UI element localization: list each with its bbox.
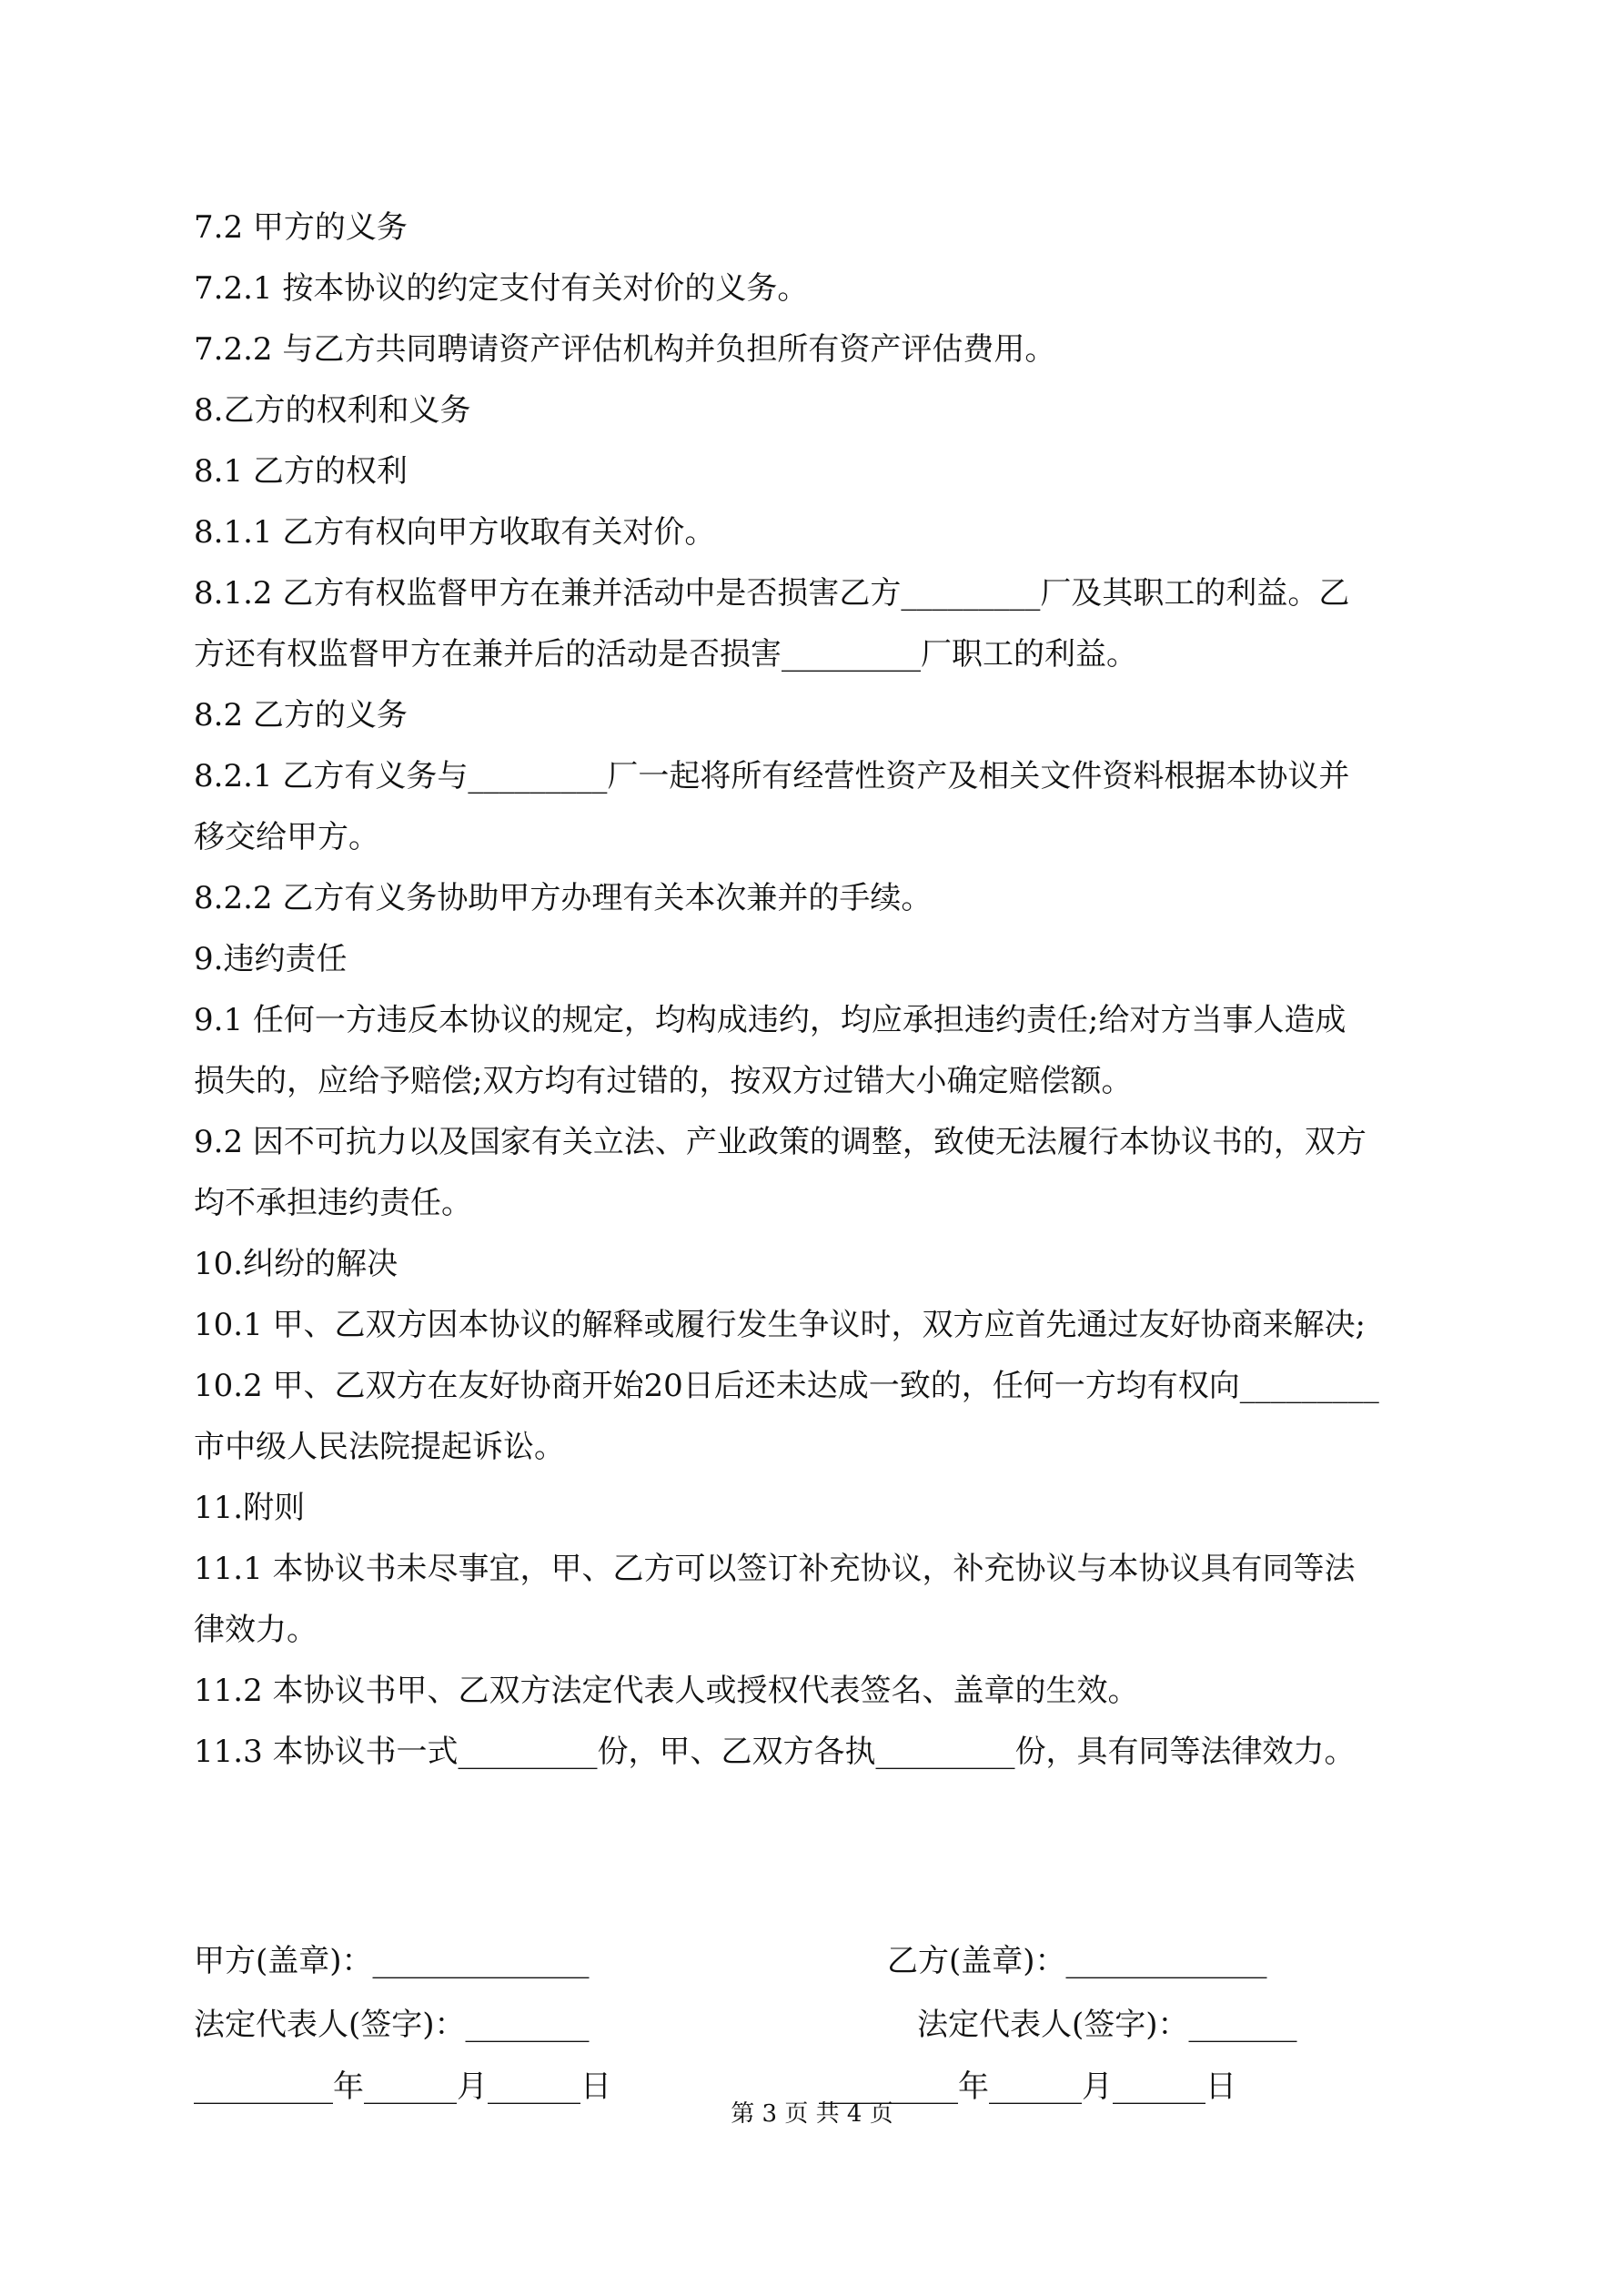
section-heading: 8.乙方的权利和义务 (194, 392, 471, 429)
party-a-representative-line: 法定代表人(签字)：________ (194, 2007, 590, 2043)
clause-line: 方还有权监督甲方在兼并后的活动是否损害_________厂职工的利益。 (194, 636, 1137, 673)
page-number-footer: 第 3 页 共 4 页 (731, 2100, 893, 2128)
clause-line: 11.2 本协议书甲、乙双方法定代表人或授权代表签名、盖章的生效。 (194, 1673, 1139, 1709)
clause-line: 8.2 乙方的义务 (194, 697, 408, 733)
clause-line: 11.1 本协议书未尽事宜，甲、乙方可以签订补充协议，补充协议与本协议具有同等法 (194, 1551, 1356, 1587)
section-heading: 10.纠纷的解决 (194, 1246, 398, 1282)
clause-line: 11.3 本协议书一式_________份，甲、乙双方各执_________份，具有同等法律效力。 (194, 1734, 1356, 1770)
clause-line: 律效力。 (194, 1612, 318, 1648)
section-heading: 11.附则 (194, 1490, 306, 1526)
party-a-date-line: _________年______月______日 (194, 2068, 611, 2105)
clause-line: 9.2 因不可抗力以及国家有关立法、产业政策的调整，致使无法履行本协议书的，双方 (194, 1124, 1367, 1160)
clause-line: 移交给甲方。 (194, 819, 379, 855)
party-b-seal-line: 乙方(盖章)：_____________ (887, 1943, 1267, 1979)
section-heading: 9.违约责任 (194, 941, 348, 977)
clause-line: 损失的，应给予赔偿;双方均有过错的，按双方过错大小确定赔偿额。 (194, 1063, 1133, 1099)
clause-line: 8.1.1 乙方有权向甲方收取有关对价。 (194, 514, 716, 551)
clause-line: 8.1 乙方的权利 (194, 453, 408, 490)
party-b-representative-line: 法定代表人(签字)：_______ (917, 2007, 1297, 2043)
clause-line: 均不承担违约责任。 (194, 1185, 472, 1221)
agreement-body (194, 205, 1442, 1790)
clause-line: 8.1.2 乙方有权监督甲方在兼并活动中是否损害乙方_________厂及其职工的利益。乙 (194, 575, 1350, 612)
clause-line: 7.2.1 按本协议的约定支付有关对价的义务。 (194, 270, 809, 307)
clause-line: 8.2.2 乙方有义务协助甲方办理有关本次兼并的手续。 (194, 880, 933, 916)
clause-line: 10.2 甲、乙双方在友好协商开始20日后还未达成一致的，任何一方均有权向_________ (194, 1368, 1379, 1404)
clause-line: 7.2.2 与乙方共同聘请资产评估机构并负担所有资产评估费用。 (194, 331, 1056, 368)
clause-line: 8.2.1 乙方有义务与_________厂一起将所有经营性资产及相关文件资料根据本协议并 (194, 758, 1350, 794)
clause-line: 7.2 甲方的义务 (194, 209, 408, 246)
party-b-date-line: _________年______月______日 (819, 2068, 1236, 2105)
clause-line: 10.1 甲、乙双方因本协议的解释或履行发生争议时，双方应首先通过友好协商来解决; (194, 1307, 1366, 1343)
party-a-seal-line: 甲方(盖章)：______________ (194, 1943, 590, 1979)
clause-line: 9.1 任何一方违反本协议的规定，均构成违约，均应承担违约责任;给对方当事人造成 (194, 1002, 1347, 1038)
clause-line: 市中级人民法院提起诉讼。 (194, 1429, 565, 1465)
